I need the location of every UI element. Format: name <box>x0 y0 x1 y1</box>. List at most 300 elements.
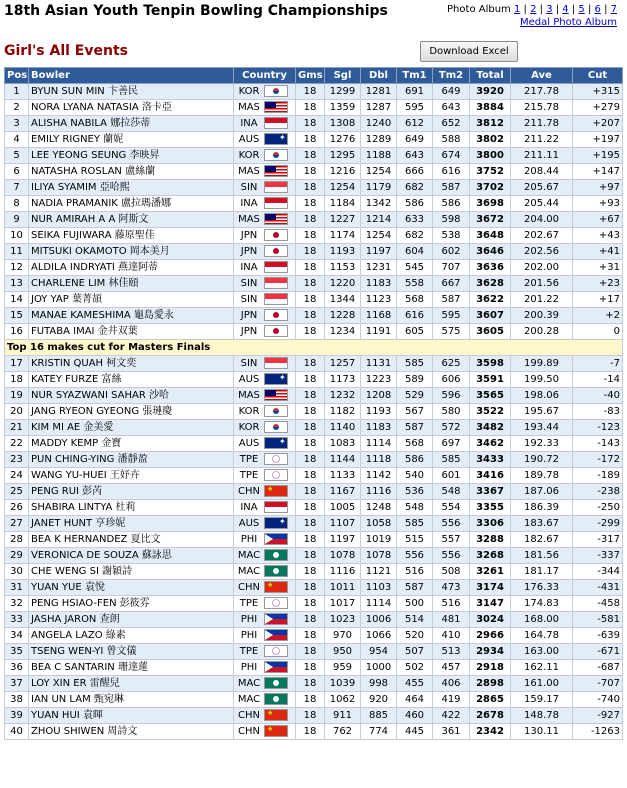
photo-album-page-7[interactable]: 7 <box>610 4 617 15</box>
cut-cell: -740 <box>573 692 623 708</box>
sgl-cell: 959 <box>325 660 361 676</box>
cut-cell: -639 <box>573 628 623 644</box>
tm1-cell: 515 <box>397 532 433 548</box>
country-flag-icon <box>264 117 288 129</box>
country-cell <box>234 116 296 132</box>
ave-cell: 183.67 <box>511 516 573 532</box>
tm2-cell: 586 <box>433 196 470 212</box>
table-row <box>5 564 623 580</box>
pos-cell: 37 <box>5 676 29 692</box>
country-code: CHN <box>238 581 260 593</box>
total-cell: 3702 <box>470 180 511 196</box>
photo-album-page-4[interactable]: 4 <box>562 4 569 15</box>
ave-cell: 168.00 <box>511 612 573 628</box>
pos-cell: 40 <box>5 724 29 740</box>
sgl-cell: 1276 <box>325 132 361 148</box>
ave-cell: 199.89 <box>511 356 573 372</box>
bowler-cell: KIM MI AE 金美愛 <box>29 420 234 436</box>
sgl-cell: 1153 <box>325 260 361 276</box>
sgl-cell: 1197 <box>325 532 361 548</box>
table-row <box>5 516 623 532</box>
dbl-cell: 1142 <box>361 468 397 484</box>
ave-cell: 211.22 <box>511 132 573 148</box>
gms-cell: 18 <box>296 308 325 324</box>
gms-cell: 18 <box>296 388 325 404</box>
pos-cell: 27 <box>5 516 29 532</box>
total-cell: 3288 <box>470 532 511 548</box>
gms-cell: 18 <box>296 436 325 452</box>
country-code: PHI <box>240 533 258 545</box>
gms-cell: 18 <box>296 468 325 484</box>
dbl-cell: 1066 <box>361 628 397 644</box>
photo-album-page-2[interactable]: 2 <box>530 4 537 15</box>
bowler-cell: KATEY FURZE 富絲 <box>29 372 234 388</box>
col-header-gms[interactable]: Gms <box>296 68 325 84</box>
country-cell <box>234 212 296 228</box>
ave-cell: 204.00 <box>511 212 573 228</box>
gms-cell: 18 <box>296 708 325 724</box>
bowler-cell: BYUN SUN MIN 卞善民 <box>29 84 234 100</box>
tm2-cell: 457 <box>433 660 470 676</box>
bowler-cell: WANG YU-HUEI 王妤卉 <box>29 468 234 484</box>
cut-cell: +23 <box>573 276 623 292</box>
country-cell <box>234 100 296 116</box>
country-cell <box>234 356 296 372</box>
country-flag-icon <box>264 485 288 497</box>
country-code: AUS <box>238 373 260 385</box>
ave-cell: 176.33 <box>511 580 573 596</box>
tm2-cell: 601 <box>433 468 470 484</box>
bowler-cell: VERONICA DE SOUZA 蘇詠思 <box>29 548 234 564</box>
country-code: TPE <box>239 453 259 465</box>
tm2-cell: 598 <box>433 212 470 228</box>
pos-cell: 12 <box>5 260 29 276</box>
table-row <box>5 148 623 164</box>
country-code: PHI <box>240 629 258 641</box>
tm2-cell: 557 <box>433 532 470 548</box>
tm2-cell: 674 <box>433 148 470 164</box>
country-flag-icon <box>264 677 288 689</box>
gms-cell: 18 <box>296 692 325 708</box>
table-row <box>5 324 623 340</box>
pos-cell: 23 <box>5 452 29 468</box>
total-cell: 3800 <box>470 148 511 164</box>
tm2-cell: 587 <box>433 180 470 196</box>
ave-cell: 211.11 <box>511 148 573 164</box>
tm1-cell: 529 <box>397 388 433 404</box>
cut-cell: +279 <box>573 100 623 116</box>
results-table <box>4 67 623 740</box>
country-code: PHI <box>240 613 258 625</box>
total-cell: 3482 <box>470 420 511 436</box>
table-row <box>5 676 623 692</box>
country-code: INA <box>240 117 258 129</box>
country-cell <box>234 164 296 180</box>
total-cell: 3752 <box>470 164 511 180</box>
sgl-cell: 1107 <box>325 516 361 532</box>
country-code: JPN <box>240 309 258 321</box>
sgl-cell: 1140 <box>325 420 361 436</box>
bowler-cell: ALISHA NABILA 娜拉莎蒂 <box>29 116 234 132</box>
table-row <box>5 356 623 372</box>
col-header-tm2[interactable]: Tm2 <box>433 68 470 84</box>
page-title: 18th Asian Youth Tenpin Bowling Championships <box>4 3 388 19</box>
pos-cell: 5 <box>5 148 29 164</box>
tm1-cell: 595 <box>397 100 433 116</box>
total-cell: 3636 <box>470 260 511 276</box>
table-row <box>5 468 623 484</box>
ave-cell: 202.67 <box>511 228 573 244</box>
tm2-cell: 419 <box>433 692 470 708</box>
total-cell: 3416 <box>470 468 511 484</box>
dbl-cell: 1131 <box>361 356 397 372</box>
ave-cell: 192.33 <box>511 436 573 452</box>
gms-cell: 18 <box>296 484 325 500</box>
country-code: AUS <box>238 133 260 145</box>
tm1-cell: 464 <box>397 692 433 708</box>
photo-album-page-6[interactable]: 6 <box>594 4 601 15</box>
country-code: MAS <box>238 101 260 113</box>
total-cell: 3355 <box>470 500 511 516</box>
country-code: MAS <box>238 389 260 401</box>
total-cell: 3646 <box>470 244 511 260</box>
country-flag-icon <box>264 181 288 193</box>
total-cell: 3591 <box>470 372 511 388</box>
medal-photo-album-link[interactable]: Medal Photo Album <box>520 17 617 28</box>
country-flag-icon <box>264 517 288 529</box>
sgl-cell: 762 <box>325 724 361 740</box>
tm1-cell: 587 <box>397 420 433 436</box>
country-code: MAS <box>238 213 260 225</box>
col-header-sgl[interactable]: Sgl <box>325 68 361 84</box>
ave-cell: 189.78 <box>511 468 573 484</box>
gms-cell: 18 <box>296 260 325 276</box>
table-row <box>5 212 623 228</box>
country-flag-icon <box>264 565 288 577</box>
table-row <box>5 404 623 420</box>
country-flag-icon <box>264 245 288 257</box>
table-row <box>5 580 623 596</box>
total-cell: 3605 <box>470 324 511 340</box>
table-row <box>5 276 623 292</box>
sgl-cell: 1344 <box>325 292 361 308</box>
bowler-cell: NUR SYAZWANI SAHAR 沙哈 <box>29 388 234 404</box>
dbl-cell: 1248 <box>361 500 397 516</box>
sgl-cell: 911 <box>325 708 361 724</box>
pos-cell: 20 <box>5 404 29 420</box>
sgl-cell: 1232 <box>325 388 361 404</box>
bowler-cell: JOY YAP 葉菁頡 <box>29 292 234 308</box>
pos-cell: 2 <box>5 100 29 116</box>
col-header-cut[interactable]: Cut <box>573 68 623 84</box>
bowler-cell: ZHOU SHIWEN 周詩文 <box>29 724 234 740</box>
tm1-cell: 633 <box>397 212 433 228</box>
col-header-pos[interactable]: Pos <box>5 68 29 84</box>
country-flag-icon <box>264 709 288 721</box>
gms-cell: 18 <box>296 548 325 564</box>
bowler-cell: MITSUKI OKAMOTO 岡本美月 <box>29 244 234 260</box>
country-code: MAS <box>238 165 260 177</box>
ave-cell: 205.67 <box>511 180 573 196</box>
cut-cell: -250 <box>573 500 623 516</box>
pos-cell: 21 <box>5 420 29 436</box>
ave-cell: 195.67 <box>511 404 573 420</box>
country-cell <box>234 228 296 244</box>
tm1-cell: 536 <box>397 484 433 500</box>
sgl-cell: 1227 <box>325 212 361 228</box>
tm2-cell: 667 <box>433 276 470 292</box>
dbl-cell: 1281 <box>361 84 397 100</box>
bowler-cell: ANGELA LAZO 綠素 <box>29 628 234 644</box>
col-header-total[interactable]: Total <box>470 68 511 84</box>
country-code: KOR <box>238 405 260 417</box>
ave-cell: 190.72 <box>511 452 573 468</box>
country-code: AUS <box>238 437 260 449</box>
bowler-cell: EMILY RIGNEY 蘭妮 <box>29 132 234 148</box>
pos-cell: 38 <box>5 692 29 708</box>
pos-cell: 14 <box>5 292 29 308</box>
cut-cell: -344 <box>573 564 623 580</box>
sgl-cell: 1133 <box>325 468 361 484</box>
pos-cell: 33 <box>5 612 29 628</box>
sgl-cell: 1299 <box>325 84 361 100</box>
country-flag-icon <box>264 325 288 337</box>
country-cell <box>234 420 296 436</box>
dbl-cell: 1019 <box>361 532 397 548</box>
ave-cell: 201.22 <box>511 292 573 308</box>
gms-cell: 18 <box>296 420 325 436</box>
ave-cell: 186.39 <box>511 500 573 516</box>
bowler-cell: SHABIRA LINTYA 杜莉 <box>29 500 234 516</box>
table-row <box>5 420 623 436</box>
ave-cell: 215.78 <box>511 100 573 116</box>
tm2-cell: 585 <box>433 452 470 468</box>
country-cell <box>234 276 296 292</box>
photo-album-page-3[interactable]: 3 <box>546 4 553 15</box>
cut-cell: +93 <box>573 196 623 212</box>
gms-cell: 18 <box>296 100 325 116</box>
tm1-cell: 691 <box>397 84 433 100</box>
sgl-cell: 1039 <box>325 676 361 692</box>
cut-note: Top 16 makes cut for Masters Finals <box>5 340 623 356</box>
country-code: JPN <box>240 229 258 241</box>
pos-cell: 32 <box>5 596 29 612</box>
tm1-cell: 589 <box>397 372 433 388</box>
bowler-cell: MADDY KEMP 金寶 <box>29 436 234 452</box>
sgl-cell: 1167 <box>325 484 361 500</box>
total-cell: 2678 <box>470 708 511 724</box>
pos-cell: 1 <box>5 84 29 100</box>
col-header-dbl[interactable]: Dbl <box>361 68 397 84</box>
tm1-cell: 556 <box>397 548 433 564</box>
gms-cell: 18 <box>296 212 325 228</box>
photo-album-page-1[interactable]: 1 <box>513 4 521 15</box>
dbl-cell: 920 <box>361 692 397 708</box>
dbl-cell: 1193 <box>361 404 397 420</box>
country-cell <box>234 660 296 676</box>
sgl-cell: 950 <box>325 644 361 660</box>
cut-cell: -83 <box>573 404 623 420</box>
cut-cell: -40 <box>573 388 623 404</box>
country-flag-icon <box>264 165 288 177</box>
dbl-cell: 1223 <box>361 372 397 388</box>
pos-cell: 9 <box>5 212 29 228</box>
ave-cell: 202.56 <box>511 244 573 260</box>
pos-cell: 7 <box>5 180 29 196</box>
tm1-cell: 585 <box>397 356 433 372</box>
country-code: AUS <box>238 517 260 529</box>
bowler-cell: BEA C SANTARIN 珊達蓮 <box>29 660 234 676</box>
gms-cell: 18 <box>296 356 325 372</box>
country-cell <box>234 84 296 100</box>
bowler-cell: YUAN HUI 袁暉 <box>29 708 234 724</box>
pos-cell: 6 <box>5 164 29 180</box>
country-cell <box>234 180 296 196</box>
gms-cell: 18 <box>296 324 325 340</box>
country-cell <box>234 452 296 468</box>
sgl-cell: 1011 <box>325 580 361 596</box>
bowler-cell: KRISTIN QUAH 柯文奕 <box>29 356 234 372</box>
pos-cell: 29 <box>5 548 29 564</box>
table-body-non-qualified <box>5 356 623 740</box>
total-cell: 3648 <box>470 228 511 244</box>
cut-cell: +207 <box>573 116 623 132</box>
tm2-cell: 481 <box>433 612 470 628</box>
cut-cell: +17 <box>573 292 623 308</box>
total-cell: 3433 <box>470 452 511 468</box>
ave-cell: 181.56 <box>511 548 573 564</box>
country-flag-icon <box>264 101 288 113</box>
country-cell <box>234 548 296 564</box>
country-cell <box>234 724 296 740</box>
tm1-cell: 558 <box>397 276 433 292</box>
dbl-cell: 1114 <box>361 436 397 452</box>
gms-cell: 18 <box>296 196 325 212</box>
tm1-cell: 540 <box>397 468 433 484</box>
gms-cell: 18 <box>296 164 325 180</box>
bowler-cell: TSENG WEN-YI 曾文儀 <box>29 644 234 660</box>
country-code: KOR <box>238 149 260 161</box>
table-row <box>5 436 623 452</box>
total-cell: 3920 <box>470 84 511 100</box>
tm2-cell: 516 <box>433 596 470 612</box>
tm2-cell: 361 <box>433 724 470 740</box>
dbl-cell: 1231 <box>361 260 397 276</box>
col-header-tm1[interactable]: Tm1 <box>397 68 433 84</box>
bowler-cell: JASHA JARON 查朗 <box>29 612 234 628</box>
country-code: MAC <box>237 549 261 561</box>
sgl-cell: 1295 <box>325 148 361 164</box>
country-flag-icon <box>264 149 288 161</box>
table-row <box>5 388 623 404</box>
download-excel-button[interactable]: Download Excel <box>420 41 518 62</box>
table-row <box>5 484 623 500</box>
bowler-cell: NUR AMIRAH A A 阿斯文 <box>29 212 234 228</box>
dbl-cell: 1123 <box>361 292 397 308</box>
table-row <box>5 596 623 612</box>
ave-cell: 187.06 <box>511 484 573 500</box>
country-flag-icon <box>264 629 288 641</box>
country-cell <box>234 580 296 596</box>
cut-note-row <box>5 340 623 356</box>
bowler-cell: PUN CHING-YING 潘靜盈 <box>29 452 234 468</box>
gms-cell: 18 <box>296 596 325 612</box>
country-flag-icon <box>264 725 288 737</box>
tm1-cell: 605 <box>397 324 433 340</box>
tm2-cell: 513 <box>433 644 470 660</box>
country-flag-icon <box>264 197 288 209</box>
total-cell: 3622 <box>470 292 511 308</box>
gms-cell: 18 <box>296 276 325 292</box>
gms-cell: 18 <box>296 676 325 692</box>
dbl-cell: 1114 <box>361 596 397 612</box>
tm2-cell: 595 <box>433 308 470 324</box>
col-header-country[interactable]: Country <box>234 68 296 84</box>
dbl-cell: 1183 <box>361 420 397 436</box>
country-code: MAC <box>237 693 261 705</box>
tm2-cell: 556 <box>433 548 470 564</box>
total-cell: 3698 <box>470 196 511 212</box>
country-flag-icon <box>264 229 288 241</box>
gms-cell: 18 <box>296 84 325 100</box>
sgl-cell: 1062 <box>325 692 361 708</box>
total-cell: 3598 <box>470 356 511 372</box>
tm2-cell: 602 <box>433 244 470 260</box>
tm1-cell: 682 <box>397 180 433 196</box>
tm2-cell: 422 <box>433 708 470 724</box>
total-cell: 2898 <box>470 676 511 692</box>
country-code: SIN <box>240 357 258 369</box>
country-code: INA <box>240 501 258 513</box>
country-cell <box>234 372 296 388</box>
tm1-cell: 643 <box>397 148 433 164</box>
country-cell <box>234 388 296 404</box>
country-code: JPN <box>240 325 258 337</box>
tm2-cell: 616 <box>433 164 470 180</box>
pos-cell: 19 <box>5 388 29 404</box>
cut-cell: -1263 <box>573 724 623 740</box>
ave-cell: 163.00 <box>511 644 573 660</box>
bowler-cell: NADIA PRAMANIK 盧拉瑪潘娜 <box>29 196 234 212</box>
pos-cell: 16 <box>5 324 29 340</box>
country-flag-icon <box>264 613 288 625</box>
col-header-ave[interactable]: Ave <box>511 68 573 84</box>
sgl-cell: 1193 <box>325 244 361 260</box>
tm2-cell: 410 <box>433 628 470 644</box>
sgl-cell: 1173 <box>325 372 361 388</box>
cut-cell: +315 <box>573 84 623 100</box>
tm1-cell: 587 <box>397 580 433 596</box>
table-row <box>5 244 623 260</box>
country-code: SIN <box>240 181 258 193</box>
tm1-cell: 548 <box>397 500 433 516</box>
tm1-cell: 520 <box>397 628 433 644</box>
dbl-cell: 1118 <box>361 452 397 468</box>
total-cell: 3884 <box>470 100 511 116</box>
photo-album-page-5[interactable]: 5 <box>578 4 585 15</box>
sgl-cell: 1083 <box>325 436 361 452</box>
country-cell <box>234 436 296 452</box>
country-flag-icon <box>264 533 288 545</box>
dbl-cell: 1078 <box>361 548 397 564</box>
col-header-bowler[interactable]: Bowler <box>29 68 234 84</box>
pos-cell: 3 <box>5 116 29 132</box>
dbl-cell: 1121 <box>361 564 397 580</box>
gms-cell: 18 <box>296 228 325 244</box>
dbl-cell: 1214 <box>361 212 397 228</box>
tm2-cell: 588 <box>433 132 470 148</box>
bowler-cell: LOY XIN ER 雷醒兒 <box>29 676 234 692</box>
